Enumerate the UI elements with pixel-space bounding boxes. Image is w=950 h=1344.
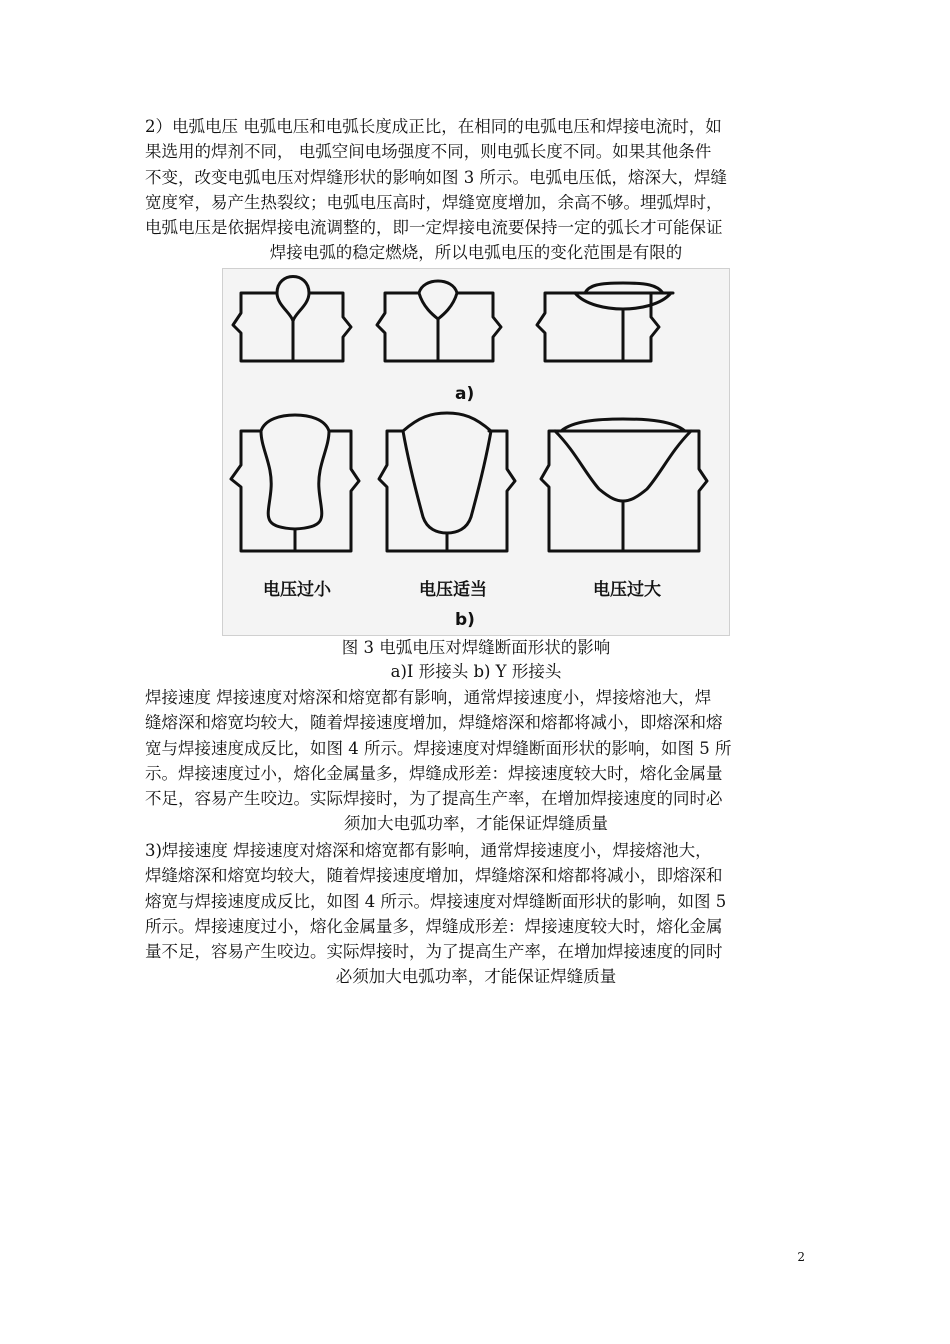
speed-paragraph-2 [145,838,807,990]
text-line: 示。焊接速度过小，熔化金属量多，焊缝成形差：焊接速度较大时，熔化金属量 [145,763,723,783]
text-line: 所示。焊接速度过小，熔化金属量多，焊缝成形差：焊接速度较大时，熔化金属 [145,916,723,936]
text-line: 焊接速度 焊接速度对熔深和熔宽都有影响，通常焊接速度小，焊接熔池大，焊 [145,688,712,707]
weld-section-b1 [231,415,359,551]
figure-label-high-voltage: 电压过大 [593,580,661,600]
weld-shape-figure [222,268,730,636]
text-line: 宽与焊接速度成反比，如图 4 所示。焊接速度对焊缝断面形状的影响，如图 5 所 [145,738,732,758]
figure-label-proper-voltage: 电压适当 [419,580,487,600]
text-line: 3)焊接速度 焊接速度对熔深和熔宽都有影响，通常焊接速度小，焊接熔池大， [145,841,712,860]
text-line: 量不足，容易产生咬边。实际焊接时，为了提高生产率，在增加焊接速度的同时 [145,942,723,962]
text-line: 焊缝熔深和熔宽均较大，随着焊接速度增加，焊缝熔深和熔都将减小，即熔深和 [145,866,723,886]
figure-subcaption: a)I 形接头 b) Y 形接头 [390,662,562,681]
figure-caption: 图 3 电弧电压对焊缝断面形状的影响 [341,638,611,657]
weld-section-a2 [377,281,501,361]
weld-section-b3 [541,419,707,551]
speed-paragraph-1 [145,685,807,837]
text-line-last: 须加大电弧功率，才能保证焊缝质量 [344,814,608,834]
text-line: 果选用的焊剂不同， 电弧空间电场强度不同，则电弧长度不同。如果其他条件 [145,142,712,162]
weld-section-a1 [233,277,351,362]
text-line: 不变，改变电弧电压对焊缝形状的影响如图 3 所示。电弧电压低，熔深大，焊缝 [145,167,727,187]
page-number: 2 [797,1250,805,1264]
text-line: 缝熔深和熔宽均较大，随着焊接速度增加，焊缝熔深和熔都将减小，即熔深和熔 [145,713,723,733]
text-line: 2）电弧电压 电弧电压和电弧长度成正比，在相同的电弧电压和焊接电流时，如 [145,117,722,136]
figure-label-low-voltage: 电压过小 [263,580,331,600]
text-line-last: 焊接电弧的稳定燃烧，所以电弧电压的变化范围是有限的 [269,243,683,263]
figure-label-a: a) [455,384,475,404]
text-line: 不足，容易产生咬边。实际焊接时，为了提高生产率，在增加焊接速度的同时必 [145,789,723,809]
weld-section-b2 [379,413,515,551]
weld-section-a3 [537,283,673,361]
voltage-paragraph [145,114,807,266]
text-line: 熔宽与焊接速度成反比，如图 4 所示。焊接速度对焊缝断面形状的影响，如图 5 [145,891,727,911]
text-line-last: 必须加大电弧功率，才能保证焊缝质量 [335,967,617,987]
figure-label-b: b) [455,610,475,630]
text-line: 宽度窄，易产生热裂纹；电弧电压高时，焊缝宽度增加，余高不够。埋弧焊时， [145,192,723,212]
text-line: 电弧电压是依据焊接电流调整的，即一定焊接电流要保持一定的弧长才可能保证 [145,218,723,238]
weld-diagram [223,269,729,635]
